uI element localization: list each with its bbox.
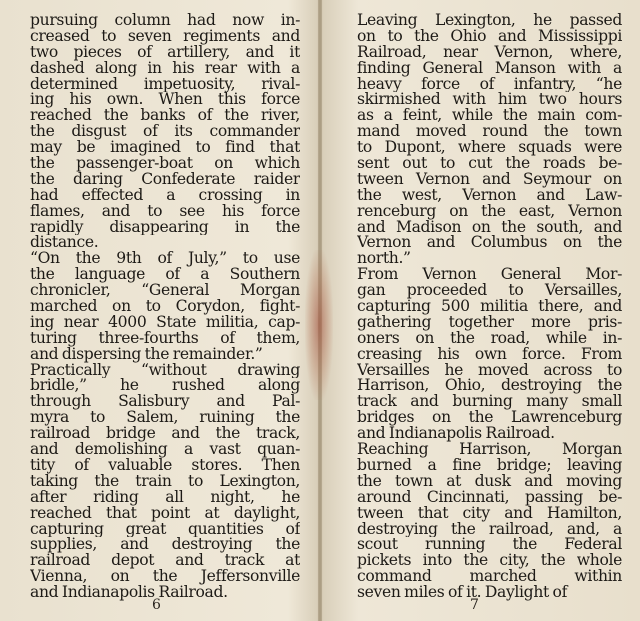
text-line: scout running the Federal	[357, 537, 622, 554]
text-line: gathering together more pris-	[357, 314, 622, 331]
text-line: distance.	[30, 235, 99, 252]
right-page-number: 7	[470, 597, 479, 613]
text-line: ing his own. When this force	[30, 92, 300, 109]
text-line: after riding all night, he	[30, 489, 300, 506]
left-page-text	[30, 13, 300, 601]
text-line: rapidly disappearing in the	[30, 219, 300, 236]
left-page-number: 6	[152, 597, 161, 613]
text-line: ing near 4000 State militia, cap-	[30, 314, 300, 331]
text-line: as a feint, while the main com-	[357, 108, 622, 125]
text-line: mand moved round the town	[357, 124, 622, 141]
text-line: the passenger-boat on which	[30, 156, 300, 172]
text-line: Railroad, near Vernon, where,	[357, 44, 622, 61]
text-line: marched on to Corydon, fight-	[30, 299, 300, 315]
text-line: tity of valuable stores. Then	[30, 457, 300, 474]
text-line: turing three-fourths of them,	[30, 330, 300, 347]
text-line: creasing his own force. From	[357, 346, 622, 363]
text-line: taking the train to Lexington,	[30, 473, 300, 490]
text-line: the disgust of its commander	[30, 124, 300, 141]
text-line: the town at dusk and moving	[357, 473, 622, 490]
text-line: heavy force of infantry, “he	[357, 76, 622, 93]
text-line: dashed along in his rear with a	[30, 60, 300, 77]
text-line: track and burning many small	[357, 394, 622, 411]
text-line: on to the Ohio and Mississippi	[357, 28, 622, 45]
text-line: two pieces of artillery, and it	[30, 44, 300, 61]
text-line: Leaving Lexington, he passed	[357, 13, 622, 29]
text-line: creased to seven regiments and	[30, 28, 300, 45]
text-line: myra to Salem, ruining the	[30, 410, 300, 427]
text-line: railroad depot and track at	[30, 553, 300, 570]
text-line: supplies, and destroying the	[30, 537, 300, 554]
text-line: railroad bridge and the track,	[30, 426, 300, 443]
text-line: oners on the road, while in-	[357, 330, 622, 347]
text-line: Harrison, Ohio, destroying the	[357, 378, 622, 395]
text-line: renceburg on the east, Vernon	[357, 203, 622, 220]
text-line: may be imagined to find that	[30, 140, 300, 157]
text-line: capturing 500 militia there, and	[357, 299, 622, 315]
left-page	[0, 0, 318, 621]
text-line: through Salisbury and Pal-	[30, 394, 300, 411]
text-line: command marched within	[357, 569, 622, 586]
text-line: burned a fine bridge; leaving	[357, 457, 622, 474]
text-line: around Cincinnati, passing be-	[357, 489, 622, 506]
text-line: pursuing column had now in-	[30, 13, 300, 29]
text-line: reached the banks of the river,	[30, 108, 300, 125]
right-page	[322, 0, 640, 621]
text-line: Reaching Harrison, Morgan	[357, 442, 622, 458]
text-line: Practically “without drawing	[30, 362, 300, 379]
text-line: north.”	[357, 251, 411, 268]
text-line: had effected a crossing in	[30, 187, 300, 204]
text-line: the west, Vernon and Law-	[357, 187, 622, 204]
text-line: seven miles of it. Daylight of	[357, 585, 567, 601]
text-line: “On the 9th of July,” to use	[30, 251, 300, 268]
text-line: and Madison on the south, and	[357, 219, 622, 236]
right-page-text	[357, 13, 622, 601]
text-line: flames, and to see his force	[30, 203, 300, 220]
text-line: bridges on the Lawrenceburg	[357, 410, 622, 427]
text-line: Vienna, on the Jeffersonville	[30, 569, 300, 586]
text-line: determined impetuosity, rival-	[30, 76, 300, 93]
text-line: and demolishing a vast quan-	[30, 442, 300, 458]
text-line: gan proceeded to Versailles,	[357, 283, 622, 300]
text-line: reached that point at daylight,	[30, 505, 300, 522]
text-line: and Indianapolis Railroad.	[357, 426, 555, 443]
text-line: bridle,” he rushed along	[30, 378, 300, 395]
text-line: the language of a Southern	[30, 267, 300, 284]
text-line: Versailles he moved across to	[357, 362, 622, 379]
text-line: skirmished with him two hours	[357, 92, 622, 109]
text-line: chronicler, “General Morgan	[30, 283, 300, 300]
text-line: to Dupont, where squads were	[357, 140, 622, 157]
text-line: the daring Confederate raider	[30, 171, 300, 188]
text-line: destroying the railroad, and, a	[357, 521, 622, 538]
text-line: and dispersing the remainder.”	[30, 346, 263, 363]
text-line: tween Vernon and Seymour on	[357, 171, 622, 188]
text-line: Vernon and Columbus on the	[357, 235, 622, 252]
text-line: finding General Manson with a	[357, 60, 622, 77]
text-line: sent out to cut the roads be-	[357, 156, 622, 172]
text-line: From Vernon General Mor-	[357, 267, 622, 284]
text-line: tween that city and Hamilton,	[357, 505, 622, 522]
text-line: pickets into the city, the whole	[357, 553, 622, 570]
text-line: and Indianapolis Railroad.	[30, 585, 228, 601]
text-line: capturing great quantities of	[30, 521, 300, 538]
